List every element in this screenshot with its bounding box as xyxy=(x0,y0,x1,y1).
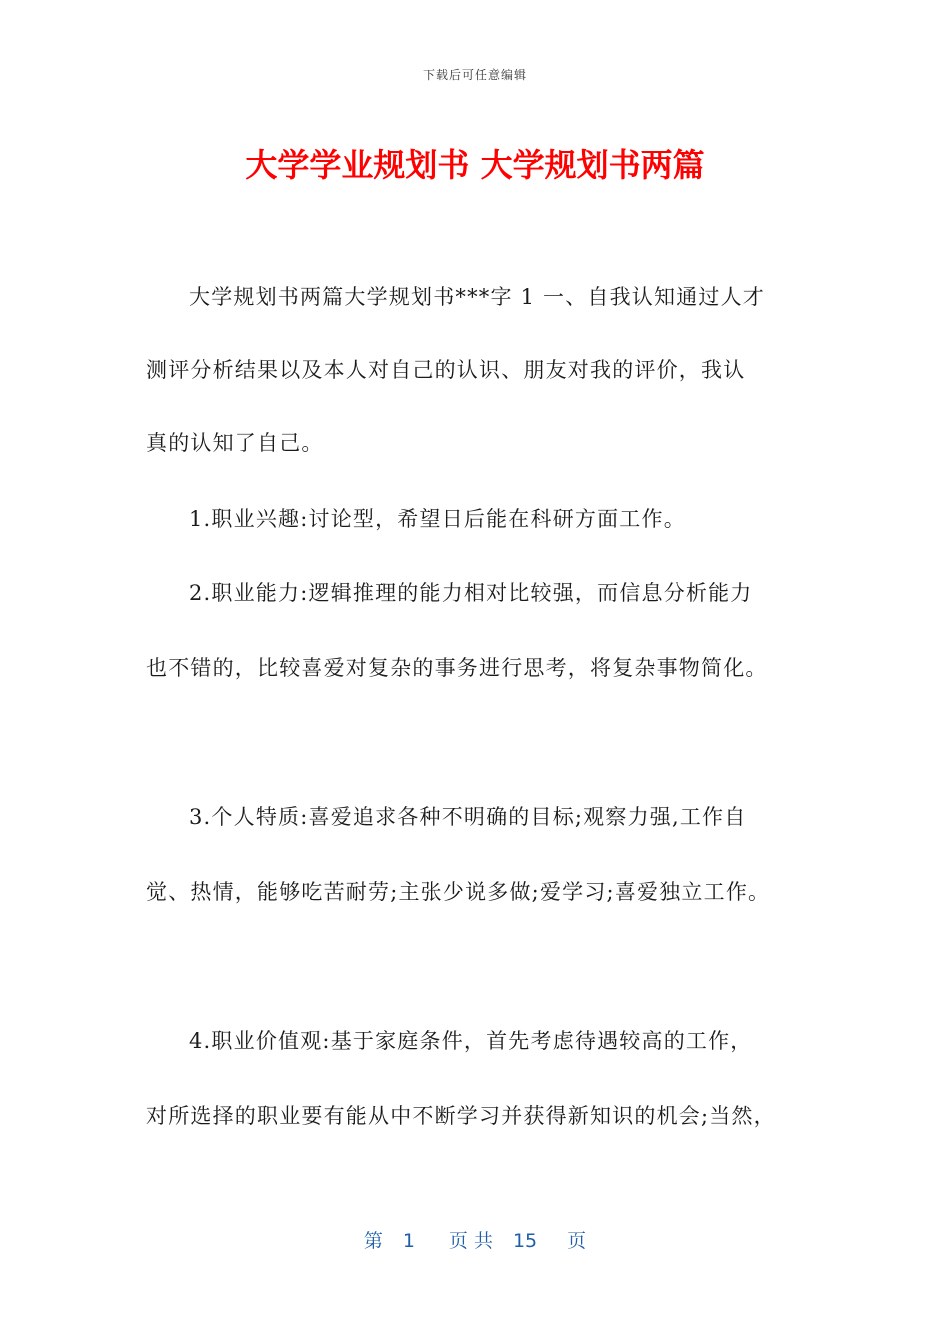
list-item-traits: 3.个人特质:喜爱追求各种不明确的目标;观察力强,工作自 xyxy=(189,805,747,829)
document-title: 大学学业规划书 大学规划书两篇 xyxy=(245,146,705,184)
header-note: 下载后可任意编辑 xyxy=(422,68,527,82)
footer-suffix: 页 xyxy=(567,1230,587,1252)
paragraph-line: 测评分析结果以及本人对自己的认识、朋友对我的评价，我认 xyxy=(146,358,746,382)
footer-prefix: 第 xyxy=(363,1230,383,1252)
footer-page-number: 1 xyxy=(402,1230,415,1252)
paragraph-line: 对所选择的职业要有能从中不断学习并获得新知识的机会;当然， xyxy=(146,1104,776,1128)
paragraph-line: 真的认知了自己。 xyxy=(146,431,324,455)
list-item-interest: 1.职业兴趣:讨论型，希望日后能在科研方面工作。 xyxy=(189,507,686,531)
footer-middle: 页 共 xyxy=(448,1230,493,1252)
paragraph-line: 也不错的，比较喜爱对复杂的事务进行思考，将复杂事物简化。 xyxy=(146,656,768,680)
list-item-values: 4.职业价值观:基于家庭条件，首先考虑待遇较高的工作， xyxy=(189,1029,753,1053)
page-footer xyxy=(0,1226,950,1253)
footer-total-pages: 15 xyxy=(512,1230,538,1252)
list-item-ability: 2.职业能力:逻辑推理的能力相对比较强，而信息分析能力 xyxy=(189,581,753,605)
paragraph-line: 觉、热情，能够吃苦耐劳;主张少说多做;爱学习;喜爱独立工作。 xyxy=(146,880,771,904)
paragraph-line: 大学规划书两篇大学规划书***字 1 一、自我认知通过人才 xyxy=(189,285,766,309)
